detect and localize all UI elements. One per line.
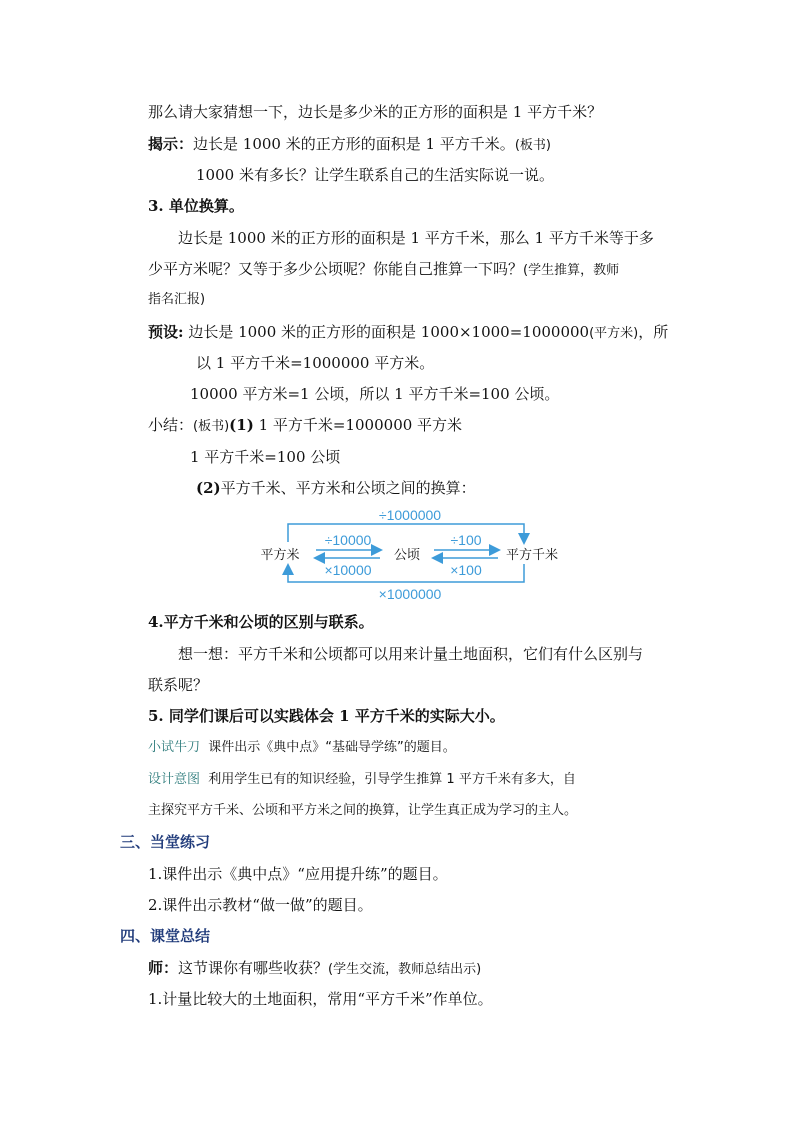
text-line: 想一想：平方千米和公顷都可以用来计量土地面积，它们有什么区别与	[178, 645, 644, 663]
text-line: 边长是 1000 米的正方形的面积是 1 平方千米，那么 1 平方千米等于多	[178, 229, 654, 247]
item-number: (2)	[196, 479, 221, 497]
teacher-note: 指名汇报)	[148, 292, 206, 307]
summary-line	[148, 415, 462, 437]
board-note: (板书)	[514, 138, 551, 153]
section-summary: 四、课堂总结	[120, 927, 211, 945]
bottom-arrow	[288, 564, 524, 582]
text-line: 1.课件出示《典中点》“应用提升练”的题目。	[148, 865, 448, 883]
teacher-note: (学生推算，教师	[523, 263, 620, 278]
note-label: 小试牛刀	[148, 740, 201, 755]
note-text: 利用学生已有的知识经验，引导学生推算 1 平方千米有多大，自	[208, 772, 576, 787]
heading-4: 4.平方千米和公顷的区别与联系。	[148, 613, 374, 631]
heading-5: 5. 同学们课后可以实践体会 1 平方千米的实际大小。	[148, 707, 505, 725]
text-line: 1.计量比较大的土地面积，常用“平方千米”作单位。	[148, 990, 493, 1008]
teacher-note: (学生交流，教师总结出示)	[328, 962, 482, 977]
summary-text: 1 平方千米=1000000 平方米	[258, 416, 463, 434]
conversion-title: 平方千米、平方米和公顷之间的换算：	[220, 479, 476, 497]
unit-square-kilometer: 平方千米	[505, 547, 559, 562]
preset-text: 边长是 1000 米的正方形的面积是 1000×1000=1000000	[188, 323, 590, 341]
right-top-label: ÷100	[450, 532, 482, 548]
note-text: 课件出示《典中点》“基础导学练”的题目。	[208, 740, 456, 755]
text-line	[196, 478, 476, 498]
preset-line	[148, 322, 668, 344]
left-top-label: ÷10000	[324, 532, 372, 548]
text-line: 那么请大家猜想一下，边长是多少米的正方形的面积是 1 平方千米？	[148, 103, 603, 121]
unit-hectare: 公顷	[393, 547, 421, 562]
text-line	[148, 259, 619, 281]
note-label: 设计意图	[148, 772, 201, 787]
teacher-question: 这节课你有哪些收获？	[178, 959, 329, 977]
preset-label: 预设:	[148, 323, 184, 341]
board-note: (板书)	[193, 419, 230, 434]
reveal-text: 边长是 1000 米的正方形的面积是 1 平方千米。	[193, 135, 515, 153]
heading-3: 3. 单位换算。	[148, 197, 244, 215]
top-label: ÷1000000	[378, 507, 442, 523]
reveal-line	[148, 134, 551, 156]
item-number: (1)	[229, 416, 254, 434]
text-line: 1 平方千米=100 公顷	[190, 448, 341, 466]
unit-note: (平方米)	[589, 326, 639, 341]
conversion-diagram	[250, 502, 580, 606]
left-bottom-label: ×10000	[324, 562, 372, 578]
text-line: 1000 米有多长？让学生联系自己的生活实际说一说。	[196, 166, 554, 184]
note-line	[148, 738, 456, 758]
text-line: 2.课件出示教材“做一做”的题目。	[148, 896, 373, 914]
unit-square-meter: 平方米	[260, 547, 300, 562]
reveal-label: 揭示：	[148, 135, 194, 153]
text-line: 以 1 平方千米=1000000 平方米。	[196, 354, 435, 372]
right-bottom-label: ×100	[450, 562, 482, 578]
teacher-line	[148, 958, 481, 980]
bottom-label: ×1000000	[378, 586, 442, 602]
note-line: 主探究平方千米、公顷和平方米之间的换算，让学生真正成为学习的主人。	[148, 803, 578, 818]
preset-tail: ，所	[638, 323, 669, 341]
section-practice: 三、当堂练习	[120, 833, 211, 851]
question-text: 少平方米呢？又等于多少公顷呢？你能自己推算一下吗？	[148, 260, 524, 278]
top-arrow	[288, 524, 524, 542]
text-line: 联系呢？	[148, 676, 209, 694]
note-line	[148, 770, 576, 790]
teacher-label: 师：	[148, 959, 179, 977]
text-line: 10000 平方米=1 公顷，所以 1 平方千米=100 公顷。	[190, 385, 560, 403]
summary-label: 小结：	[148, 416, 194, 434]
